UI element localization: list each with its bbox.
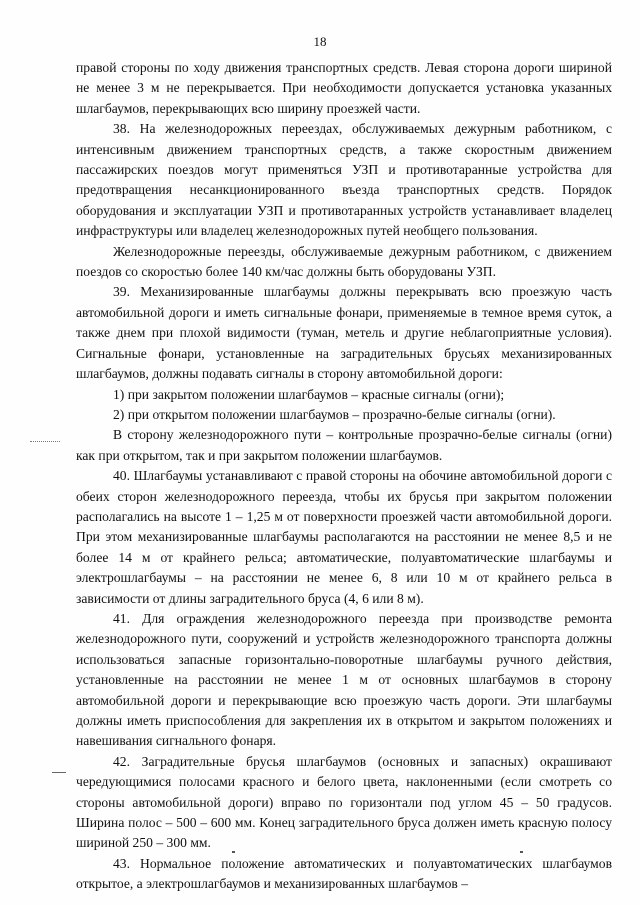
document-body bbox=[76, 58, 612, 895]
list-item-open-signals: 2) при открытом положении шлагбаумов – прозрачно-белые сигналы (огни). bbox=[113, 406, 556, 422]
paragraph-41: 41. Для ограждения железнодорожного переезда при производстве ремонта железнодорожного пути, сооружений и устройств железнодорожного транспорта должны использоваться запасные горизонтально-поворотные шлагбаумы ручного действия, установленные на расстоянии не менее 1 м от основных шлагбаумов в сторону автомобильной дороги и перекрывающие всю проезжую часть дороги. Эти шлагбаумы должны иметь приспособления для закрепления их в открытом и закрытом положениях и навешивания сигнального фонаря. bbox=[76, 610, 612, 749]
paragraph-39-control-signals: В сторону железнодорожного пути – контрольные прозрачно-белые сигналы (огни) как при открытом, так и при закрытом положении шлагбаумов. bbox=[76, 427, 612, 463]
scan-artifact-left bbox=[30, 441, 60, 443]
scan-artifact-bottom-left bbox=[232, 851, 235, 853]
scan-artifact-bottom-right bbox=[520, 851, 523, 853]
paragraph-continuation: правой стороны по ходу движения транспортных средств. Левая сторона дороги шириной не менее 3 м не перекрывается. При необходимости допускается установка указанных шлагбаумов, перекрывающих всю ширину проезжей части. bbox=[76, 60, 612, 116]
paragraph-43: 43. Нормальное положение автоматических и полуавтоматических шлагбаумов открытое, а электрошлагбаумов и механизированных шлагбаумов – bbox=[76, 855, 612, 892]
paragraph-38-crossings: Железнодорожные переезды, обслуживаемые дежурным работником, с движением поездов со скоростью более 140 км/час должны быть оборудованы УЗП. bbox=[76, 243, 612, 280]
paragraph-42: 42. Заградительные брусья шлагбаумов (основных и запасных) окрашивают чередующимися полосами красного и белого цвета, наклоненными (если смотреть со стороны автомобильной дороги) вправо по горизонтали под углом 45 – 50 градусов. Ширина полос – 500 – 600 мм. Конец заградительного бруса должен иметь красную полосу шириной 250 – 300 мм. bbox=[76, 753, 612, 851]
scan-artifact-left-lower bbox=[52, 772, 66, 773]
list-item-closed-signals: 1) при закрытом положении шлагбаумов – красные сигналы (огни); bbox=[113, 386, 505, 402]
paragraph-38: 38. На железнодорожных переездах, обслуживаемых дежурным работником, с интенсивным движением транспортных средств, а также скоростным движением пассажирских поездов могут применяться УЗП и противотаранные устройства для предотвращения несанкционированного въезда транспортных средств. Порядок оборудования и эксплуатации УЗП и противотаранных устройств устанавливает владелец инфраструктуры или владелец железнодорожных путей необщего пользования. bbox=[76, 121, 612, 239]
paragraph-39: 39. Механизированные шлагбаумы должны перекрывать всю проезжую часть автомобильной дороги и иметь сигнальные фонари, применяемые в темное время суток, а также днем при плохой видимости (туман, метель и другие неблагоприятные условия). Сигнальные фонари, установленные на заградительных брусьях механизированных шлагбаумов, должны подавать сигналы в сторону автомобильной дороги: bbox=[76, 284, 612, 382]
page-number: 18 bbox=[313, 34, 327, 49]
paragraph-40: 40. Шлагбаумы устанавливают с правой стороны на обочине автомобильной дороги с обеих сторон железнодорожного переезда, чтобы их брусья при закрытом положении располагались на высоте 1 – 1,25 м от поверхности проезжей части автомобильной дороги. При этом механизированные шлагбаумы располагаются на расстоянии не менее 8,5 и не более 14 м от крайнего рельса; автоматические, полуавтоматические шлагбаумы и электрошлагбаумы – на расстоянии не менее 6, 8 или 10 м от крайнего рельса в зависимости от длины заградительного бруса (4, 6 или 8 м). bbox=[76, 468, 612, 606]
